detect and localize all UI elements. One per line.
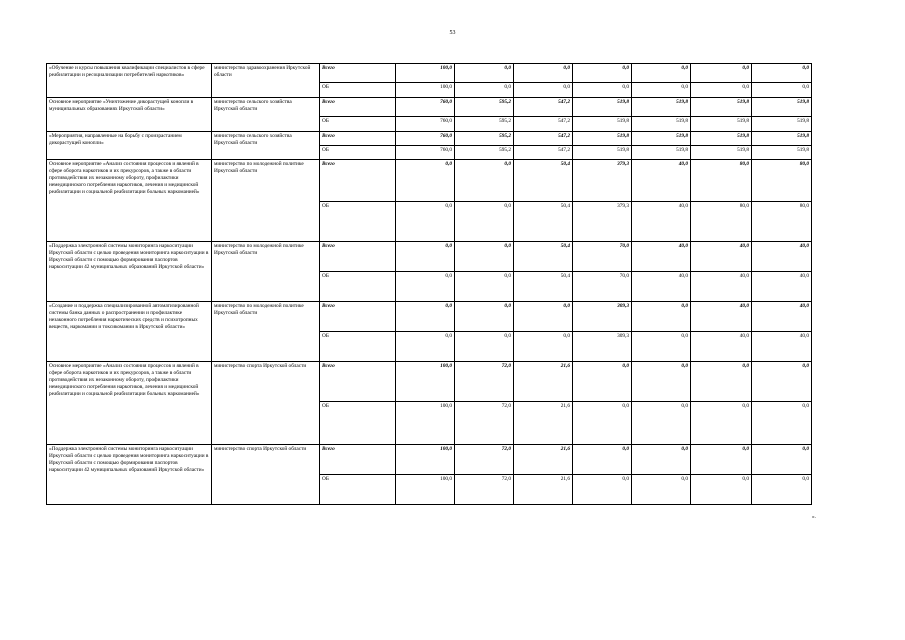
total-amount-cell: 0,0 [752, 64, 812, 83]
ob-amount-cell: 0,0 [752, 83, 812, 98]
total-amount-cell: 519,8 [632, 132, 691, 146]
ob-amount-cell: 0,0 [573, 402, 632, 445]
ob-amount-cell: 519,8 [632, 117, 691, 132]
total-amount-cell: 519,8 [573, 132, 632, 146]
funding-source-total: Всего [320, 132, 396, 146]
ob-amount-cell: 519,8 [752, 146, 812, 160]
funding-source-ob: ОБ [320, 146, 396, 160]
measure-row-total [47, 132, 812, 146]
funding-source-ob: ОБ [320, 475, 396, 505]
total-amount-cell: 80,0 [691, 160, 752, 202]
total-amount-cell: 40,0 [752, 302, 812, 332]
measure-row-total [47, 362, 812, 402]
ob-amount-cell: 72,0 [455, 475, 514, 505]
ob-amount-cell: 0,0 [691, 83, 752, 98]
total-amount-cell: 0,0 [573, 445, 632, 475]
ob-amount-cell: 40,0 [632, 202, 691, 242]
ob-amount-cell: 547,2 [514, 117, 573, 132]
measure-name: Основное мероприятие «Анализ состояния процессов и явлений в сфере оборота наркотиков и их прекурсоров, а также в области противодействия их незаконному обороту, профилактики немедицинского потребления наркотиков, лечения и медицинской реабилитации и социальной реабилитации больных наркоманией» [47, 362, 212, 445]
funding-source-ob: ОБ [320, 402, 396, 445]
ob-amount-cell: 50,4 [514, 272, 573, 302]
funding-source-total: Всего [320, 64, 396, 83]
total-amount-cell: 21,6 [514, 362, 573, 402]
measure-row-total [47, 302, 812, 332]
ob-amount-cell: 40,0 [691, 272, 752, 302]
total-amount-cell: 0,0 [632, 302, 691, 332]
ob-amount-cell: 595,2 [455, 117, 514, 132]
total-amount-cell: 40,0 [691, 242, 752, 272]
page-number: 53 [449, 30, 456, 36]
ob-amount-cell: 0,0 [691, 402, 752, 445]
ob-amount-cell: 0,0 [514, 83, 573, 98]
total-amount-cell: 760,0 [396, 98, 455, 117]
total-amount-cell: 547,2 [514, 132, 573, 146]
ob-amount-cell: 0,0 [632, 83, 691, 98]
funding-source-ob: ОБ [320, 202, 396, 242]
ob-amount-cell: 80,0 [752, 202, 812, 242]
ob-amount-cell: 0,0 [691, 475, 752, 505]
total-amount-cell: 0,0 [514, 302, 573, 332]
executor: министерство по молодежной политике Иркутской области [212, 242, 320, 302]
funding-source-total: Всего [320, 98, 396, 117]
total-amount-cell: 40,0 [632, 242, 691, 272]
measure-name: «Поддержка электронной системы мониторинга наркоситуации Иркутской области с целью проведения мониторинга наркоситуации в Иркутской области с помощью формирования паспортов наркоситуации 42 муниципальных образований Иркутской области» [47, 445, 212, 505]
funding-source-total: Всего [320, 445, 396, 475]
total-amount-cell: 0,0 [455, 64, 514, 83]
funding-source-total: Всего [320, 160, 396, 202]
ob-amount-cell: 0,0 [752, 402, 812, 445]
measure-row-total [47, 98, 812, 117]
ob-amount-cell: 21,6 [514, 475, 573, 505]
budget-table [46, 63, 812, 505]
executor: министерство здравоохранения Иркутской области [212, 64, 320, 98]
total-amount-cell: 519,8 [573, 98, 632, 117]
total-amount-cell: 519,8 [691, 98, 752, 117]
ob-amount-cell: 519,8 [573, 146, 632, 160]
total-amount-cell: 0,0 [632, 64, 691, 83]
ob-amount-cell: 40,0 [752, 272, 812, 302]
ob-amount-cell: 0,0 [455, 83, 514, 98]
total-amount-cell: 100,0 [396, 362, 455, 402]
total-amount-cell: 519,8 [752, 98, 812, 117]
measure-name: «Создание и поддержка специализированной автоматизированной системы банка данных о распространении и профилактике незаконного потребления наркотических средств и психотропных веществ, наркомании и токсикомании в Иркутской области» [47, 302, 212, 362]
total-amount-cell: 40,0 [752, 242, 812, 272]
executor: министерство сельского хозяйства Иркутской области [212, 132, 320, 160]
total-amount-cell: 21,6 [514, 445, 573, 475]
ob-amount-cell: 100,0 [396, 83, 455, 98]
ob-amount-cell: 519,8 [573, 117, 632, 132]
executor: министерство спорта Иркутской области [212, 445, 320, 505]
total-amount-cell: 0,0 [691, 64, 752, 83]
ob-amount-cell: 547,2 [514, 146, 573, 160]
total-amount-cell: 0,0 [396, 160, 455, 202]
total-amount-cell: 379,3 [573, 160, 632, 202]
total-amount-cell: 0,0 [691, 362, 752, 402]
measure-name: «Поддержка электронной системы мониторинга наркоситуации Иркутской области с целью проведения мониторинга наркоситуации в Иркутской области с помощью формирования паспортов наркоситуации 42 муниципальных образований Иркутской области» [47, 242, 212, 302]
total-amount-cell: 0,0 [455, 160, 514, 202]
funding-source-total: Всего [320, 302, 396, 332]
ob-amount-cell: 519,8 [632, 146, 691, 160]
ob-amount-cell: 80,0 [691, 202, 752, 242]
total-amount-cell: 547,2 [514, 98, 573, 117]
executor: министерство по молодежной политике Иркутской области [212, 302, 320, 362]
total-amount-cell: 70,0 [573, 242, 632, 272]
total-amount-cell: 760,0 [396, 132, 455, 146]
ob-amount-cell: 0,0 [632, 332, 691, 362]
ob-amount-cell: 379,3 [573, 202, 632, 242]
ob-amount-cell: 100,0 [396, 475, 455, 505]
total-amount-cell: 519,8 [632, 98, 691, 117]
ob-amount-cell: 0,0 [573, 83, 632, 98]
executor: министерство по молодежной политике Иркутской области [212, 160, 320, 242]
ob-amount-cell: 100,0 [396, 402, 455, 445]
total-amount-cell: 50,4 [514, 160, 573, 202]
funding-source-ob: ОБ [320, 117, 396, 132]
ob-amount-cell: 0,0 [632, 402, 691, 445]
total-amount-cell: 72,0 [455, 362, 514, 402]
total-amount-cell: 595,2 [455, 132, 514, 146]
total-amount-cell: 100,0 [396, 445, 455, 475]
ob-amount-cell: 0,0 [632, 475, 691, 505]
ob-amount-cell: 40,0 [632, 272, 691, 302]
total-amount-cell: 0,0 [455, 242, 514, 272]
ob-amount-cell: 519,8 [691, 117, 752, 132]
ob-amount-cell: 0,0 [396, 202, 455, 242]
ob-amount-cell: 760,0 [396, 117, 455, 132]
ob-amount-cell: 40,0 [752, 332, 812, 362]
total-amount-cell: 0,0 [752, 445, 812, 475]
measure-name: «Обучение и курсы повышения квалификации специалистов в сфере реабилитации и ресоциализации потребителей наркотиков» [47, 64, 212, 98]
total-amount-cell: 50,4 [514, 242, 573, 272]
measure-row-total [47, 64, 812, 83]
ob-amount-cell: 70,0 [573, 272, 632, 302]
ob-amount-cell: 309,3 [573, 332, 632, 362]
total-amount-cell: 0,0 [632, 362, 691, 402]
total-amount-cell: 595,2 [455, 98, 514, 117]
total-amount-cell: 0,0 [573, 64, 632, 83]
total-amount-cell: 100,0 [396, 64, 455, 83]
ob-amount-cell: 0,0 [514, 332, 573, 362]
ob-amount-cell: 21,6 [514, 402, 573, 445]
total-amount-cell: 40,0 [691, 302, 752, 332]
funding-source-ob: ОБ [320, 83, 396, 98]
measure-name: «Мероприятия, направленные на борьбу с произрастанием дикорастущей конопли» [47, 132, 212, 160]
measure-name: Основное мероприятие «Анализ состояния процессов и явлений в сфере оборота наркотиков и их прекурсоров, а также в области противодействия их незаконному обороту, профилактики немедицинского потребления наркотиков, лечения и медицинской реабилитации и социальной реабилитации больных наркоманией» [47, 160, 212, 242]
measure-row-total [47, 445, 812, 475]
ob-amount-cell: 0,0 [396, 272, 455, 302]
measure-row-total [47, 160, 812, 202]
total-amount-cell: 0,0 [752, 362, 812, 402]
funding-source-ob: ОБ [320, 272, 396, 302]
ob-amount-cell: 50,4 [514, 202, 573, 242]
ob-amount-cell: 0,0 [455, 202, 514, 242]
ob-amount-cell: 0,0 [573, 475, 632, 505]
ob-amount-cell: 0,0 [455, 332, 514, 362]
total-amount-cell: 519,8 [691, 132, 752, 146]
ob-amount-cell: 0,0 [455, 272, 514, 302]
executor: министерство сельского хозяйства Иркутской области [212, 98, 320, 132]
ob-amount-cell: 40,0 [691, 332, 752, 362]
funding-source-total: Всего [320, 362, 396, 402]
measure-name: Основное мероприятие «Уничтожение дикорастущей конопли в муниципальных образованиях Иркутской области» [47, 98, 212, 132]
total-amount-cell: 0,0 [396, 242, 455, 272]
measure-row-total [47, 242, 812, 272]
total-amount-cell: 0,0 [455, 302, 514, 332]
total-amount-cell: 0,0 [514, 64, 573, 83]
total-amount-cell: 40,0 [632, 160, 691, 202]
ob-amount-cell: 595,2 [455, 146, 514, 160]
total-amount-cell: 80,0 [752, 160, 812, 202]
ob-amount-cell: 519,8 [752, 117, 812, 132]
ob-amount-cell: 519,8 [691, 146, 752, 160]
ob-amount-cell: 0,0 [396, 332, 455, 362]
funding-source-total: Всего [320, 242, 396, 272]
ob-amount-cell: 760,0 [396, 146, 455, 160]
total-amount-cell: 0,0 [573, 362, 632, 402]
total-amount-cell: 0,0 [632, 445, 691, 475]
ob-amount-cell: 72,0 [455, 402, 514, 445]
total-amount-cell: 0,0 [691, 445, 752, 475]
total-amount-cell: 72,0 [455, 445, 514, 475]
ob-amount-cell: 0,0 [752, 475, 812, 505]
total-amount-cell: 519,8 [752, 132, 812, 146]
total-amount-cell: 309,3 [573, 302, 632, 332]
funding-source-ob: ОБ [320, 332, 396, 362]
closing-quote-mark: ». [812, 514, 816, 520]
total-amount-cell: 0,0 [396, 302, 455, 332]
executor: министерство спорта Иркутской области [212, 362, 320, 445]
